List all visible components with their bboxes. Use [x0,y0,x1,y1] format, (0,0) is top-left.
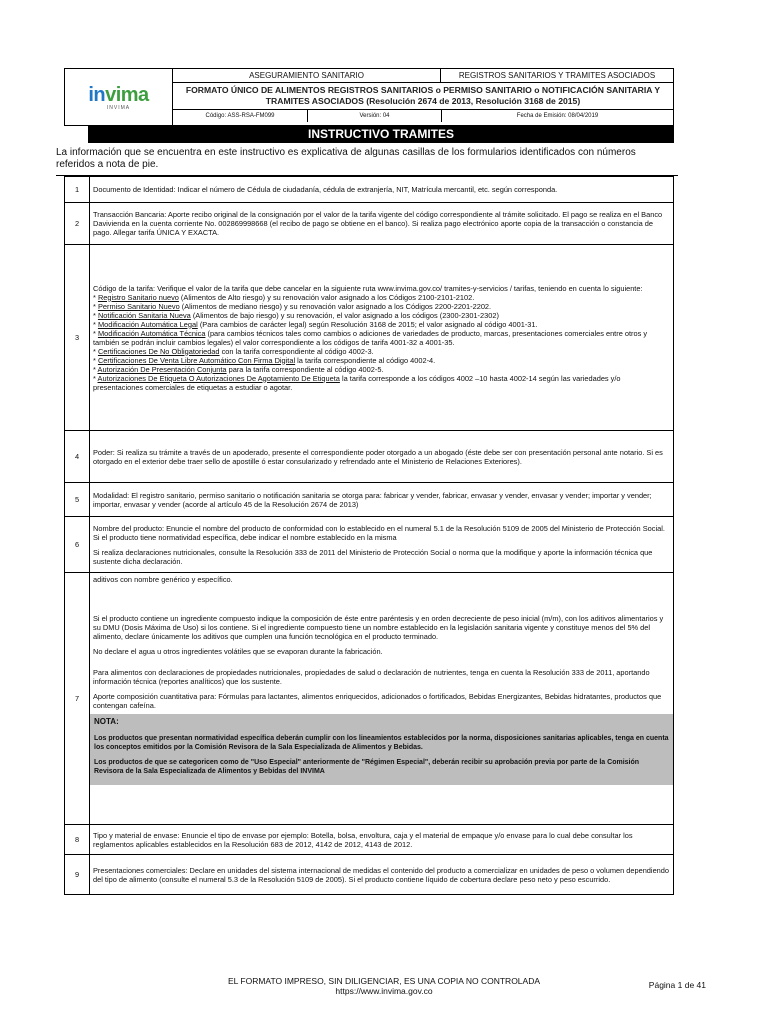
row-text: Código de la tarifa: Verifique el valor de la tarifa que debe cancelar en la siguiente ruta www.invima.gov.co/ tramites-y-servicios / tarifas, teniendo en cuenta lo siguiente: * Registro Sanitario nuevo (Alimentos de Alto riesgo) y su renovación valor asignado a los Códigos 2100-2101-2102. * Permiso Sanitario Nuevo (Alimentos de mediano riesgo) y su renovación valor asignado a los Códigos 2200-2201-2202. * Notificación Sanitaria Nueva (Alimentos de bajo riesgo) y su renovación, el valor asignado a los códigos (2300-2301-2302) * Modificación Automática Legal (Para cambios de carácter legal) según Resolución 3168 de 2015; el valor asignado al código 4001-31. * Modificación Automática Técnica (para cambios técnicos tales como cambios o adiciones de variedades de producto, marcas, presentaciones comerciales entre otros y también se podrán incluir cambios legales) el valor correspondiente a los códigos de tarifa 4001-32 a 4001-35. * Certificaciones De No Obligatoriedad con la tarifa correspondiente al código 4002-3. * Certificaciones De Venta Libre Automático Con Firma Digital la tarifa correspondiente al código 4002-4. * Autorización De Presentación Conjunta para la tarifa correspondiente al código 4002-5. * Autorizaciones De Etiqueta O Autorizaciones De Agotamiento De Etiqueta la tarifa corresponde a los códigos 4002 –10 hasta 4002-14 según las variedades y/o presentaciones comerciales de etiquetas a estudiar o agotar. [90,245,674,431]
tariff-intro: Código de la tarifa: Verifique el valor de la tarifa que debe cancelar en la siguiente ruta www.invima.gov.co/ tramites-y-servicios / tarifas, teniendo en cuenta lo siguiente: [93,283,643,293]
row-text: Presentaciones comerciales: Declare en unidades del sistema internacional de medidas el contenido del producto a comercializar en unidades de peso o volumen dependiendo del tipo de alimento (consulte el numeral 5.3 de la Resolución 5109 de 2005). Si el producto contiene líquido de cobertura declare peso neto y peso escurrido. [90,855,674,895]
instructions-table [64,176,674,895]
row-number: 4 [65,431,90,483]
intro-paragraph: La información que se encuentra en este instructivo es explicativa de algunas casillas de los formularios identificados con números referidos a nota de pie. [56,143,678,176]
logo-text-vima: vima [105,83,149,106]
product-name-text: Nombre del producto: Enuncie el nombre del producto de conformidad con lo establecido en el numeral 5.1 de la Resolución 5109 de 2005 del Ministerio de Protección Social. Si el producto tiene normatividad específica, debe indicar el nombre establecido en la misma [93,523,665,542]
logo-subtext: INVIMA [106,104,131,111]
note-text: Los productos de que se categoricen como de "Uso Especial" anteriormente de "Régimen Especial", deberán recibir su aprobación previa por parte de la Comisión Revisora de la Sala Especializada de Alimentos y Bebidas del INVIMA [94,759,640,775]
nutrition-claims-text: Si realiza declaraciones nutricionales, consulte la Resolución 333 de 2011 del Ministerio de Protección Social o norma que la modifique y aporte la información técnica que sustente dicha declaración. [93,547,653,566]
row-text [90,517,674,573]
row-text: Poder: Si realiza su trámite a través de un apoderado, presente el correspondiente poder otorgado a un abogado (éste debe ser con presentación personal ante notario. Si es otorgado en el exterior debe traer sello de apostille ó estar consularizado y refrendado ante el Ministerio de Relaciones Exteriores). [90,431,674,483]
form-version: Versión: 04 [307,110,441,122]
section-left: ASEGURAMIENTO SANITARIO [173,69,441,82]
tariff-item-label: Modificación Automática Técnica [97,328,206,338]
row-number: 1 [65,177,90,203]
footer-disclaimer: EL FORMATO IMPRESO, SIN DILIGENCIAR, ES UNA COPIA NO CONTROLADA [227,976,541,986]
tariff-item-label: Permiso Sanitario Nuevo [97,301,180,311]
tariff-item-label: Certificaciones De Venta Libre Automático Con Firma Digital [97,355,296,365]
row-text: Documento de Identidad: Indicar el número de Cédula de ciudadanía, cédula de extranjería, NIT, Matrícula mercantil, etc. según corresponda. [90,177,674,203]
table-row [65,825,674,855]
emission-date: Fecha de Emisión: 08/04/2019 [441,110,673,122]
tariff-item-label: Autorizaciones De Etiqueta O Autorizaciones De Agotamiento De Etiqueta [97,373,340,383]
note-heading: NOTA: [94,717,119,726]
row-number: 2 [65,203,90,245]
invima-logo [65,69,173,125]
table-row [65,483,674,517]
row-number: 6 [65,517,90,573]
logo-text-in: in [88,83,106,106]
section-title: INSTRUCTIVO TRAMITES [88,126,674,143]
form-code: Código: ASS-RSA-FM099 [205,113,275,119]
row-text: Transacción Bancaria: Aporte recibo original de la consignación por el valor de la tarifa vigente del código correspondiente al trámite solicitado. El pago se realiza en el Banco Davivienda en la cuenta corriente No. 002869998668 (el recibo de pago se obtiene en el banco). Si realiza pago electrónico aporte copia de la transacción o constancia de pago. Allegar tarifa ÚNICA Y EXACTA. [90,203,674,245]
section-right: REGISTROS SANITARIOS Y TRAMITES ASOCIADOS [458,71,656,80]
table-row [65,177,674,203]
row-text: Tipo y material de envase: Enuncie el tipo de envase por ejemplo: Botella, bolsa, envoltura, caja y el material de empaque y/o envase para lo cual debe consultar los reglamentos aplicables establecidos en la Resolución 683 de 2012, 4142 de 2012, 4143 de 2012. [90,825,674,855]
row-number: 3 [65,245,90,431]
row-number: 5 [65,483,90,517]
form-header [64,68,674,126]
tariff-item-label: Registro Sanitario nuevo [97,292,179,302]
tariff-item-label: Certificaciones De No Obligatoriedad [97,346,220,356]
row-number: 9 [65,855,90,895]
row-number: 7 [65,573,90,825]
footer-url[interactable]: https://www.invima.gov.co [335,986,433,996]
page-number: Página 1 de 41 [648,980,706,990]
table-row [65,431,674,483]
form-title: FORMATO ÚNICO DE ALIMENTOS REGISTROS SANITARIOS o PERMISO SANITARIO o NOTIFICACIÓN SANITARIA Y TRAMITES ASOCIADOS (Resolución 2674 de 2013, Resolución 3168 de 2015) [173,83,673,110]
table-row [65,573,674,825]
tariff-item-label: Notificación Sanitaria Nueva [97,310,191,320]
table-row [65,203,674,245]
note-text: Los productos que presentan normatividad específica deberán cumplir con los lineamientos establecidos por la norma, disposiciones sanitarias aplicables, tenga en cuenta los conceptos emitidos por la Comisión Revisora de la Sala Especializada de Alimentos y Bebidas. [94,735,669,751]
table-row [65,245,674,431]
table-row [65,855,674,895]
row-text: aditivos con nombre genérico y específico. Si el producto contiene un ingrediente compuesto indique la composición de éste entre paréntesis y en orden decreciente de peso inicial (m/m), con los aditivos alimentarios y su DMU (Dosis Máxima de Uso) si los contiene. Si el ingrediente compuesto tiene un nombre establecido en la legislación sanitaria vigente y constituye menos del 5% del alimento, declare únicamente los aditivos que cumplen una función tecnológica en el producto terminado. No declare el agua u otros ingredientes volátiles que se evaporan durante la fabricación. Para alimentos con declaraciones de propiedades nutricionales, propiedades de salud o declaración de nutrientes, tenga en cuenta la Resolución 333 de 2011, aportando información técnica (reportes analíticos) que los sustente. Aporte composición cuantitativa para: Fórmulas para lactantes, alimentos enriquecidos, adicionados o fortificados, Bebidas Energizantes, Bebidas hidratantes, productos que contengan cafeína. NOTA: Los productos que presentan normatividad específica deberán cumplir con los lineamientos establecidos por la norma, disposiciones sanitarias aplicables, tenga en cuenta los conceptos emitidos por la Comisión Revisora de la Sala Especializada de Alimentos y Bebidas. Los productos de que se categoricen como de "Uso Especial" anteriormente de "Régimen Especial", deberán recibir su aprobación previa por parte de la Comisión Revisora de la Sala Especializada de Alimentos y Bebidas del INVIMA [90,573,674,825]
document-sheet [56,68,674,895]
note-box [90,714,673,785]
row-number: 8 [65,825,90,855]
tariff-item-label: Modificación Automática Legal [97,319,198,329]
row-text: Modalidad: El registro sanitario, permiso sanitario o notificación sanitaria se otorga para: fabricar y vender, fabricar, envasar y vender, envasar y vender; importar y vender; importar, envasar y vender (acorde al artículo 45 de la Resolución 2674 de 2013) [90,483,674,517]
table-row [65,517,674,573]
tariff-item-label: Autorización De Presentación Conjunta [97,364,227,374]
